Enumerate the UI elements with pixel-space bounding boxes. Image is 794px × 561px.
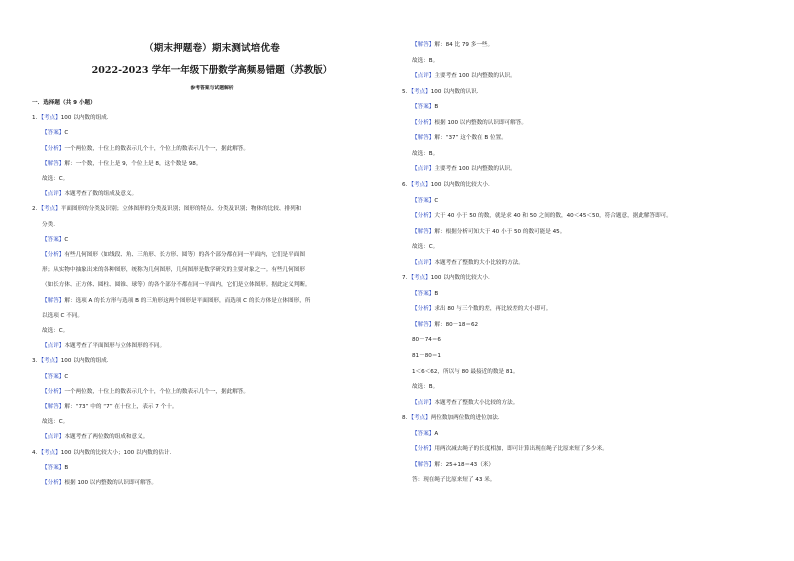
- line-text: 平面图形的分类及识别；立体图形的分类及识别；图形的特点、分类及识别；物体的比较、排列和: [60, 206, 302, 213]
- field-tag: 【考点】: [41, 206, 61, 213]
- line-text: C: [64, 373, 69, 380]
- line-text: 答：现在绳子比原来短了 43 米。: [412, 477, 496, 484]
- answer-line: [412, 72, 516, 80]
- line-text: 解：84 比 79 多一些。: [434, 42, 494, 48]
- line-text: 根据 100 以内整数的认识即可解答。: [64, 480, 157, 486]
- answer-line: [412, 321, 478, 329]
- question-number: 8．: [402, 415, 412, 422]
- line-text: 81－80＝1: [412, 353, 441, 359]
- answer-line: [412, 399, 518, 407]
- answer-line: [42, 175, 68, 183]
- field-tag: 【分析】: [42, 252, 65, 258]
- line-text: C: [64, 236, 69, 243]
- field-tag: 【考点】: [41, 358, 61, 365]
- answer-line: [42, 251, 305, 259]
- line-text: 解：80－18＝62: [434, 321, 479, 328]
- line-text: 故选：C。: [412, 244, 439, 251]
- question-item: [402, 414, 500, 422]
- line-text: 解：“73” 中的 “7” 在十位上，表示 7 个十。: [64, 404, 178, 410]
- field-tag: 【考点】: [411, 415, 431, 422]
- field-tag: 【答案】: [412, 197, 435, 204]
- document-title: （期末押题卷）期末测试培优卷: [144, 43, 280, 54]
- field-tag: 【答案】: [42, 373, 65, 380]
- question-item: [32, 114, 109, 122]
- line-text: 以选项 C 不同。: [42, 312, 84, 319]
- field-tag: 【分析】: [412, 446, 435, 453]
- line-text: B: [434, 104, 439, 111]
- line-text: 求出 80 与三个数的差，再比较差的大小即可。: [434, 306, 552, 313]
- line-text: 故选：B。: [412, 57, 439, 64]
- answer-line: [412, 445, 608, 453]
- answer-line: [412, 41, 493, 49]
- field-tag: 【点评】: [42, 434, 65, 441]
- answer-line: [412, 243, 438, 251]
- field-tag: 【分析】: [412, 213, 435, 220]
- answer-line: [42, 129, 68, 137]
- answer-line: [412, 212, 672, 220]
- line-text: 形；从实物中抽象出来的各种图形，统称为几何图形，几何图形是数学研究的主要对象之一。有些几何图形: [42, 267, 305, 274]
- line-text: 100 以内数的比较大小.: [430, 275, 490, 282]
- line-text: 本题考查了整数大小比较的方法。: [434, 399, 519, 406]
- line-text: 解：25+18＝43（米）: [434, 461, 494, 468]
- line-text: 本题考查了数的组成及意义。: [64, 191, 138, 198]
- answer-line: [42, 418, 68, 426]
- line-text: 本题考查了平面图形与立体图形的不同。: [64, 343, 166, 350]
- field-tag: 【考点】: [411, 88, 431, 95]
- answer-line: [42, 479, 157, 487]
- field-tag: 【点评】: [412, 166, 435, 173]
- answer-key-heading: 参考答案与试题解析: [190, 86, 234, 91]
- line-text: 故选：C。: [42, 176, 69, 182]
- answer-line: [412, 336, 441, 344]
- field-tag: 【考点】: [41, 449, 61, 456]
- field-tag: 【解答】: [412, 135, 435, 142]
- line-text: 两位数加两位数的进位加法.: [430, 415, 500, 422]
- answer-line: [412, 134, 507, 142]
- line-text: 一．选择题（共 9 小题）: [32, 100, 96, 106]
- answer-line: [42, 312, 83, 320]
- line-text: 1＜6＜62，所以与 80 最接近的数是 81。: [412, 368, 519, 375]
- line-text: 解：选项 A 的长方形与选项 B 的三角形这两个图形是平面图形，而选项 C 的长方体是立体图形，所: [64, 297, 311, 304]
- line-text: A: [434, 430, 439, 437]
- field-tag: 【点评】: [42, 343, 65, 350]
- line-text: （如长方体、正方体、圆柱、圆锥、球等）的各个部分不都在同一平面内，它们是立体图形。据此定义判断。: [42, 282, 311, 289]
- answer-line: [412, 352, 441, 360]
- field-tag: 【答案】: [42, 236, 65, 243]
- question-item: [402, 274, 490, 282]
- line-text: 100 以内数的组成.: [60, 358, 109, 365]
- line-text: 100 以内数的比较大小.: [430, 181, 490, 188]
- field-tag: 【答案】: [42, 130, 65, 137]
- answer-line: [412, 476, 495, 484]
- field-tag: 【考点】: [411, 181, 431, 188]
- document-subtitle: 2022-2023 学年一年级下册数学高频易错题（苏教版）: [91, 65, 333, 76]
- line-text: B: [434, 290, 439, 297]
- answer-line: [42, 297, 310, 305]
- answer-line: [42, 373, 68, 381]
- field-tag: 【考点】: [41, 115, 61, 122]
- line-text: 解：一个数，十位上是 9，个位上是 8，这个数是 98。: [64, 160, 202, 167]
- question-item: [402, 88, 479, 96]
- answer-line: [412, 197, 438, 205]
- line-text: 100 以内数的比较大小；100 以内数的估计.: [60, 449, 172, 456]
- line-text: 故选：C。: [42, 328, 69, 334]
- line-text: 一个两位数，十位上的数表示几个十，个位上的数表示几个一，据此解答。: [64, 145, 249, 152]
- line-text: 主要考查 100 以内整数的认识。: [434, 166, 516, 173]
- answer-line: [412, 305, 551, 313]
- line-text: 本题考查了两位数的组成和意义。: [64, 434, 149, 441]
- line-text: 解：“37” 这个数在 B 位置。: [434, 135, 507, 142]
- line-text: 有些几何图形（如线段、角、三角形、长方形、圆等）的各个部分都在同一平面内，它们是平面图: [64, 252, 305, 258]
- line-text: 故选：B。: [412, 150, 439, 157]
- line-text: 80－74＝6: [412, 337, 441, 344]
- field-tag: 【答案】: [42, 464, 65, 471]
- field-tag: 【点评】: [42, 191, 65, 198]
- line-text: C: [64, 130, 69, 137]
- question-number: 5．: [402, 88, 412, 95]
- answer-line: [42, 433, 148, 441]
- field-tag: 【分析】: [412, 119, 435, 126]
- line-text: 本题考查了整数的大小比较的方法。: [434, 259, 524, 266]
- line-text: 分类.: [42, 221, 55, 228]
- question-number: 1．: [32, 115, 42, 122]
- field-tag: 【解答】: [412, 461, 435, 468]
- question-number: 3．: [32, 358, 42, 365]
- line-text: 主要考查 100 以内整数的认识。: [434, 73, 516, 80]
- line-text: 用两次减去绳子的长度相加，即可计算出现在绳子比原来短了多少米。: [434, 446, 608, 453]
- section-heading: [32, 99, 96, 107]
- answer-line: [42, 388, 249, 396]
- answer-line: [42, 266, 305, 274]
- line-text: 故选：C。: [42, 419, 69, 426]
- question-item: [32, 449, 171, 457]
- answer-line: [42, 236, 68, 244]
- answer-line: [412, 368, 519, 376]
- question-item: [32, 357, 109, 365]
- field-tag: 【分析】: [42, 388, 65, 395]
- question-item: [32, 205, 301, 213]
- line-text: B: [64, 464, 69, 471]
- answer-line: [42, 221, 55, 229]
- line-text: C: [434, 197, 439, 204]
- line-text: 根据 100 以内整数的认识即可解答。: [434, 119, 527, 126]
- answer-line: [42, 403, 177, 411]
- answer-line: [412, 383, 438, 391]
- line-text: 大于 40 小于 50 的数，就是求 40 和 50 之间的数，40＜45＜50，符合题意，据此解答即可。: [434, 213, 672, 220]
- line-text: 100 以内数的组成.: [60, 115, 109, 122]
- field-tag: 【答案】: [412, 430, 435, 437]
- answer-line: [42, 190, 137, 198]
- answer-line: [412, 57, 438, 65]
- answer-line: [412, 103, 438, 111]
- field-tag: 【点评】: [412, 259, 435, 266]
- answer-line: [412, 290, 438, 298]
- answer-line: [42, 327, 68, 335]
- field-tag: 【答案】: [412, 104, 435, 111]
- field-tag: 【分析】: [412, 306, 435, 313]
- answer-line: [412, 165, 516, 173]
- answer-line: [42, 464, 68, 472]
- field-tag: 【解答】: [42, 404, 65, 410]
- field-tag: 【解答】: [42, 297, 65, 304]
- field-tag: 【分析】: [42, 480, 65, 486]
- line-text: 100 以内数的认识.: [430, 88, 479, 95]
- field-tag: 【解答】: [412, 228, 435, 235]
- field-tag: 【点评】: [412, 73, 435, 80]
- line-text: 故选：B。: [412, 384, 439, 391]
- question-number: 2．: [32, 206, 42, 213]
- field-tag: 【点评】: [412, 399, 435, 406]
- question-number: 6．: [402, 181, 412, 188]
- field-tag: 【分析】: [42, 145, 65, 152]
- answer-line: [412, 228, 565, 236]
- answer-line: [412, 461, 494, 469]
- answer-line: [412, 259, 524, 267]
- field-tag: 【解答】: [412, 42, 435, 48]
- question-item: [402, 181, 490, 189]
- question-number: 4．: [32, 449, 42, 456]
- answer-line: [412, 430, 438, 438]
- field-tag: 【答案】: [412, 290, 435, 297]
- field-tag: 【考点】: [411, 275, 431, 282]
- line-text: 一个两位数，十位上的数表示几个十，个位上的数表示几个一，据此解答。: [64, 388, 249, 395]
- answer-line: [412, 119, 527, 127]
- line-text: 解：根据分析可知大于 40 小于 50 的数可能是 45。: [434, 228, 566, 235]
- answer-line: [42, 160, 201, 168]
- field-tag: 【解答】: [42, 160, 65, 167]
- answer-line: [42, 145, 249, 153]
- question-number: 7．: [402, 275, 412, 282]
- answer-line: [42, 342, 165, 350]
- field-tag: 【解答】: [412, 321, 435, 328]
- answer-line: [42, 281, 311, 289]
- answer-line: [412, 150, 438, 158]
